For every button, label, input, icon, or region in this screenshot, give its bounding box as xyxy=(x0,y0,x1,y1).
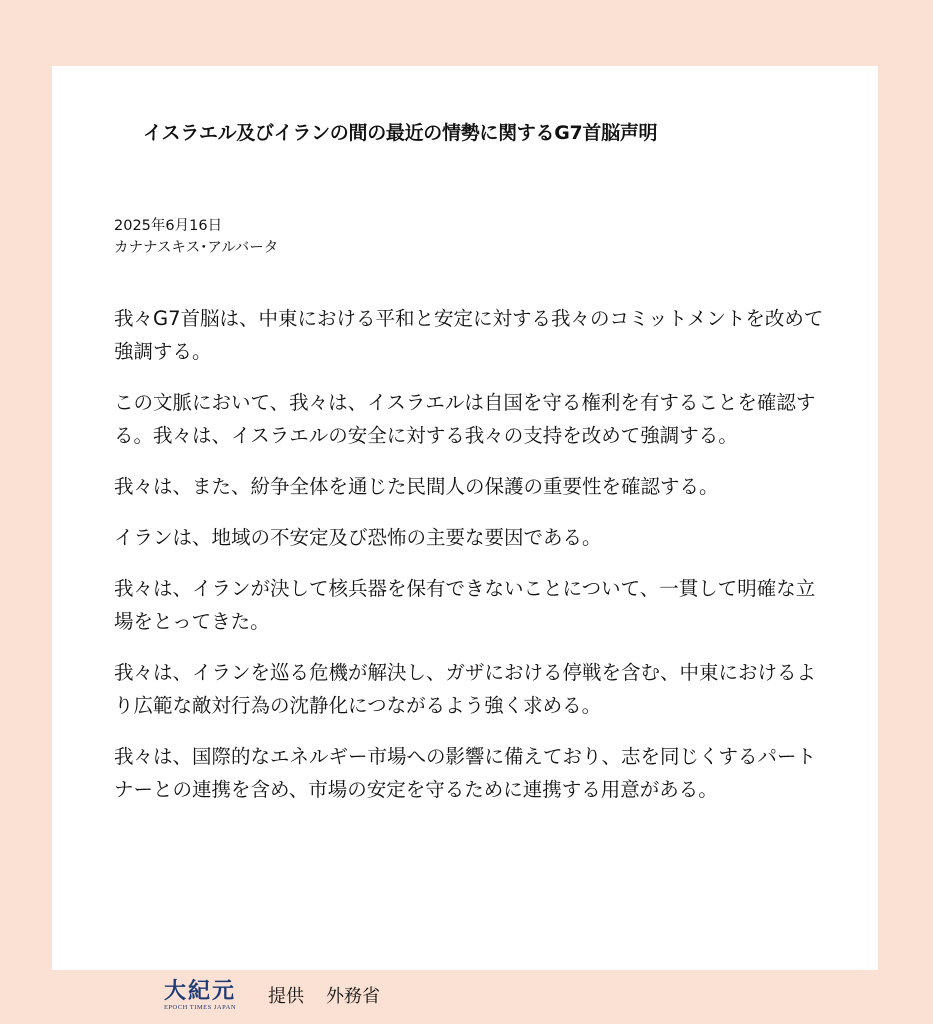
document-body xyxy=(114,302,826,824)
document-date: 2025年6月16日 xyxy=(114,218,223,234)
document-title: イスラエル及びイランの間の最近の情勢に関するG7首脳声明 xyxy=(143,122,658,144)
logo-main-text: 大紀元 xyxy=(163,977,236,1004)
credit-label: 提供 xyxy=(268,986,304,1007)
paragraph: 我々は、国際的なエネルギー市場への影響に備えており、志を同じくするパートナーとの連携を含め、市場の安定を守るために連携する用意がある。 xyxy=(114,745,817,801)
document-meta xyxy=(114,215,278,259)
statement-document xyxy=(52,66,878,970)
paragraph: 我々G7首脳は、中東における平和と安定に対する我々のコミットメントを改めて強調する。 xyxy=(114,307,824,363)
document-location: カナナスキス･アルバータ xyxy=(114,240,279,256)
paragraph: 我々は、また、紛争全体を通じた民間人の保護の重要性を確認する。 xyxy=(114,475,719,498)
footer-credit xyxy=(150,975,380,1015)
credit-source: 外務省 xyxy=(326,986,380,1007)
paragraph: 我々は、イランが決して核兵器を保有できないことについて、一貫して明確な立場をとってきた。 xyxy=(114,577,816,633)
paragraph: 我々は、イランを巡る危機が解決し、ガザにおける停戦を含む、中東におけるより広範な敵対行為の沈静化につながるよう強く求める。 xyxy=(114,661,817,717)
paragraph: この文脈において、我々は、イスラエルは自国を守る権利を有することを確認する。我々は、イスラエルの安全に対する我々の支持を改めて強調する。 xyxy=(114,391,816,447)
epoch-times-logo xyxy=(150,979,250,1012)
logo-subtext: EPOCH TIMES JAPAN xyxy=(163,1003,237,1011)
credit-line xyxy=(268,982,380,1008)
paragraph: イランは、地域の不安定及び恐怖の主要な要因である。 xyxy=(114,526,602,549)
